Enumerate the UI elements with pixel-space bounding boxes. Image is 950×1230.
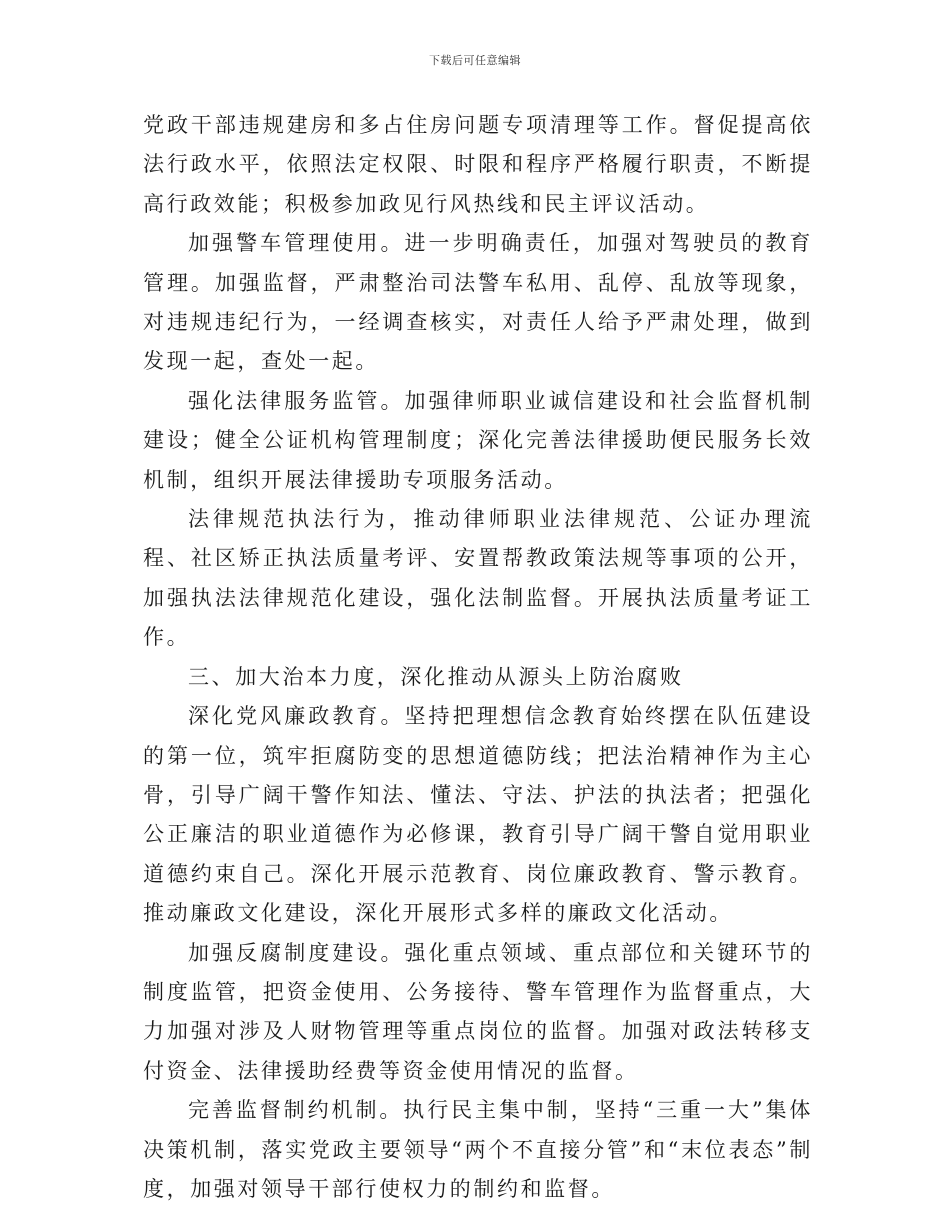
section-heading: 三、加大治本力度，深化推动从源头上防治腐败	[188, 664, 684, 689]
paragraph-continuation: 党政干部违规建房和多占住房问题专项清理等工作。督促提高依法行政水平，依照法定权限、时限和程序严格履行职责，不断提高行政效能；积极参加政见行风热线和民主评议活动。	[143, 113, 813, 216]
paragraph-law-enforcement: 法律规范执法行为，推动律师职业法律规范、公证办理流程、社区矫正执法质量考评、安置帮教政策法规等事项的公开，加强执法法律规范化建设，强化法制监督。开展执法质量考证工作。	[143, 507, 813, 650]
page-header: 下载后可任意编辑	[429, 54, 521, 67]
document-body	[143, 106, 813, 1209]
paragraph-legal-service: 强化法律服务监管。加强律师职业诚信建设和社会监督机制建设；健全公证机构管理制度；深化完善法律援助便民服务长效机制，组织开展法律援助专项服务活动。	[143, 388, 813, 492]
paragraph-supervision-mechanism: 完善监督制约机制。执行民主集中制，坚持“三重一大”集体决策机制，落实党政主要领导“两个不直接分管”和“末位表态”制度，加强对领导干部行使权力的制约和监督。	[143, 1098, 813, 1201]
paragraph-anticorruption-system: 加强反腐制度建设。强化重点领域、重点部位和关键环节的制度监管，把资金使用、公务接待、警车管理作为监督重点，大力加强对涉及人财物管理等重点岗位的监督。加强对政法转移支付资金、法律援助经费等资金使用情况的监督。	[143, 940, 813, 1083]
paragraph-police-vehicle: 加强警车管理使用。进一步明确责任，加强对驾驶员的教育管理。加强监督，严肃整治司法警车私用、乱停、乱放等现象，对违规违纪行为，一经调查核实，对责任人给予严肃处理，做到发现一起，查处一起。	[143, 231, 813, 374]
paragraph-integrity-education: 深化党风廉政教育。坚持把理想信念教育始终摆在队伍建设的第一位，筑牢拒腐防变的思想道德防线；把法治精神作为主心骨，引导广阔干警作知法、懂法、守法、护法的执法者；把强化公正廉洁的职业道德作为必修课，教育引导广阔干警自觉用职业道德约束自己。深化开展示范教育、岗位廉政教育、警示教育。推动廉政文化建设，深化开展形式多样的廉政文化活动。	[143, 704, 813, 926]
